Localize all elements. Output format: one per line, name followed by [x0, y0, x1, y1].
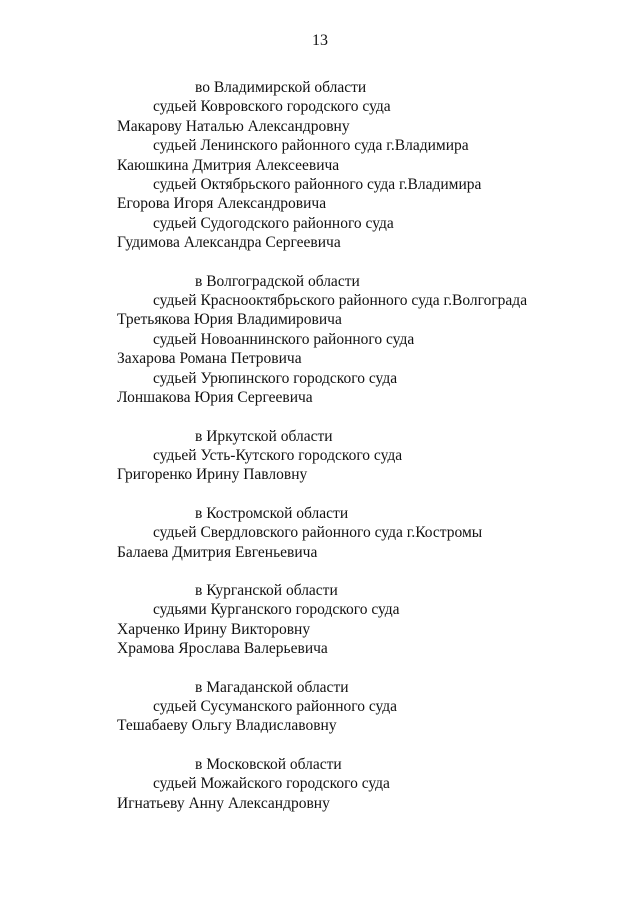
appointment-list	[117, 78, 617, 832]
court-line: судьями Курганского городского суда	[153, 601, 400, 619]
region-heading: в Московской области	[195, 755, 342, 773]
court-line: судьей Октябрьского районного суда г.Владимира	[153, 176, 482, 194]
judge-name: Балаева Дмитрия Евгеньевича	[117, 543, 318, 561]
court-line: судьей Судогодского районного суда	[153, 214, 394, 232]
judge-name: Гудимова Александра Сергеевича	[117, 234, 341, 252]
judge-name: Захарова Романа Петровича	[117, 350, 302, 368]
judge-name: Макарову Наталью Александровну	[117, 117, 350, 135]
judge-name: Храмова Ярослава Валерьевича	[117, 640, 328, 658]
judge-name: Игнатьеву Анну Александровну	[117, 794, 330, 812]
judge-name: Третьякова Юрия Владимировича	[117, 311, 342, 329]
court-line: судьей Новоаннинского районного суда	[153, 330, 415, 348]
court-line: судьей Урюпинского городского суда	[153, 369, 398, 387]
region-heading: в Волгоградской области	[195, 272, 360, 290]
judge-name: Егорова Игоря Александровича	[117, 195, 327, 213]
court-line: судьей Ленинского районного суда г.Владимира	[153, 137, 469, 155]
judge-name: Харченко Ирину Викторовну	[117, 620, 311, 638]
page-number: 13	[312, 32, 328, 49]
region-block	[117, 78, 617, 253]
court-line: судьей Свердловского районного суда г.Костромы	[153, 524, 483, 542]
region-block	[117, 678, 617, 736]
region-heading: в Магаданской области	[195, 678, 349, 696]
judge-name: Лоншакова Юрия Сергеевича	[117, 389, 313, 407]
region-block	[117, 427, 617, 485]
judge-name: Тешабаеву Ольгу Владиславовну	[117, 717, 337, 735]
region-heading: в Курганской области	[195, 581, 338, 599]
region-block	[117, 755, 617, 813]
region-heading: в Иркутской области	[195, 427, 333, 445]
judge-name: Каюшкина Дмитрия Алексеевича	[117, 156, 340, 174]
region-block	[117, 504, 617, 562]
court-line: судьей Краснооктябрьского районного суда г.Волгограда	[153, 292, 528, 310]
court-line: судьей Сусуманского районного суда	[153, 697, 398, 715]
court-line: судьей Ковровского городского суда	[153, 98, 391, 116]
court-line: судьей Можайского городского суда	[153, 775, 390, 793]
court-line: судьей Усть-Кутского городского суда	[153, 446, 403, 464]
region-block	[117, 581, 617, 659]
judge-name: Григоренко Ирину Павловну	[117, 466, 308, 484]
region-block	[117, 272, 617, 408]
region-heading: в Костромской области	[195, 504, 349, 522]
region-heading: во Владимирской области	[195, 79, 367, 96]
